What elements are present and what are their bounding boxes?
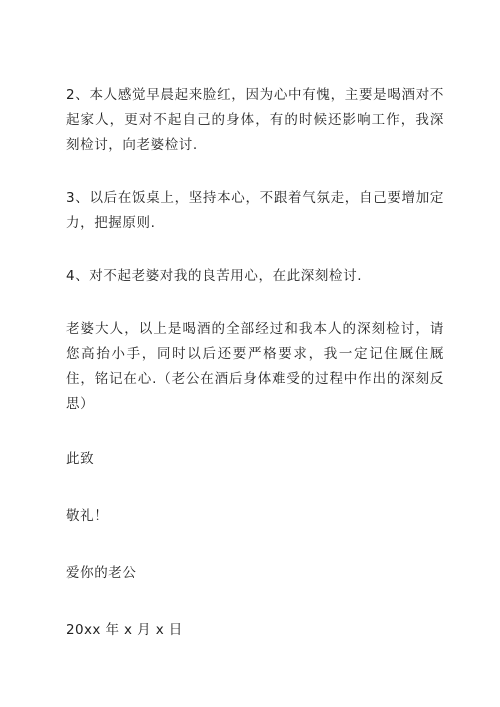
paragraph-item-3: 3、以后在饭桌上，坚持本心，不跟着气氛走，自己要增加定力，把握原则. bbox=[66, 190, 444, 231]
closing-regards: 敬礼！ bbox=[66, 508, 109, 524]
paragraph-item-2: 2、本人感觉早晨起来脸红，因为心中有愧，主要是喝酒对不起家人，更对不起自己的身体，有的时候还影响工作，我深刻检讨，向老婆检讨. bbox=[66, 87, 444, 153]
closing-salutation: 此致 bbox=[66, 451, 95, 467]
document-date: 20xx 年 x 月 x 日 bbox=[66, 622, 183, 638]
signature: 爱你的老公 bbox=[66, 565, 137, 581]
paragraph-item-4: 4、对不起老婆对我的良苦用心，在此深刻检讨. bbox=[66, 268, 363, 284]
paragraph-conclusion: 老婆大人，以上是喝酒的全部经过和我本人的深刻检讨，请您高抬小手，同时以后还要严格要求，我一定记住厩住厩住，铭记在心.（老公在酒后身体难受的过程中作出的深刻反思） bbox=[66, 321, 444, 412]
